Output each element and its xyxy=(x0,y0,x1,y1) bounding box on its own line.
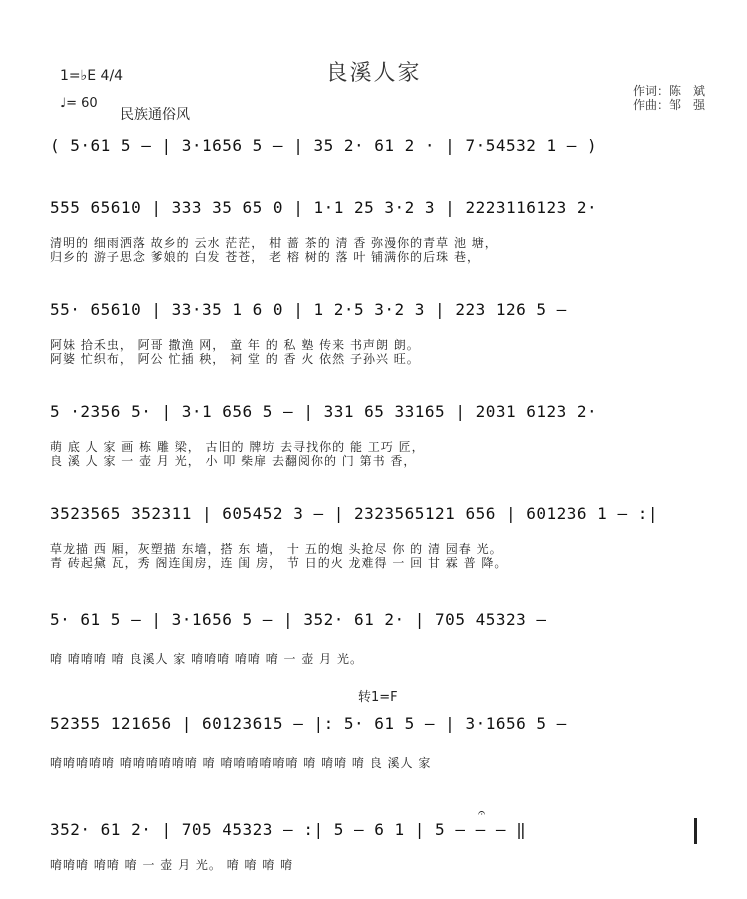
song-title: 良溪人家 xyxy=(325,61,422,86)
notation-line: 5· 61 5 – | 3·1656 5 – | 352· 61 2· | 705 45323 – xyxy=(50,610,547,629)
lyric-line-2: 青 砖起黛 瓦，秀 阁连闺房，连 闺 房， 节 日的火 龙难得 一 回 甘 霖 普 降。 xyxy=(50,556,508,570)
lyric-line-2: 良 溪 人 家 一 壶 月 光， 小 叩 柴扉 去翻阅你的 门 第书 香， xyxy=(50,454,417,468)
lyric-line-1: 唷唷唷 唷唷 唷 一 壶 月 光。 唷 唷 唷 唷 xyxy=(50,858,294,872)
notation-line: 3523565 352311 | 605452 3 – | 2323565121 656 | 601236 1 – :| xyxy=(50,504,658,523)
lyric-line-1: 阿妹 拾禾虫， 阿哥 撒渔 网， 童 年 的 私 塾 传来 书声朗 朗。 xyxy=(50,338,420,352)
lyric-line-1: 清明的 细雨洒落 故乡的 云水 茫茫， 柑 蔷 茶的 清 香 弥漫你的青草 池 塘， xyxy=(50,236,498,250)
lyric-line-1: 萌 底 人 家 画 栋 雕 梁， 古旧的 牌坊 去寻找你的 能 工巧 匠， xyxy=(50,440,425,454)
lyric-line-1: 唷唷唷唷唷 唷唷唷唷唷唷 唷 唷唷唷唷唷唷 唷 唷唷 唷 良 溪人 家 xyxy=(50,756,432,770)
notation-line: 352· 61 2· | 705 45323 – :| 5 – 6 1 | 5 – – – ‖ xyxy=(50,820,527,839)
lyricist-credit: 作词：陈 斌 xyxy=(632,84,705,98)
fermata-icon: 𝄐 xyxy=(478,806,486,821)
notation-line: 5 ·2356 5· | 3·1 656 5 – | 331 65 33165 | 2031 6123 2· xyxy=(50,402,598,421)
lyric-line-1: 唷 唷唷唷 唷 良溪人 家 唷唷唷 唷唷 唷 一 壶 月 光。 xyxy=(50,652,363,666)
lyric-line-2: 阿婆 忙织布， 阿公 忙插 秧， 祠 堂 的 香 火 依然 子孙兴 旺。 xyxy=(50,352,420,366)
lyric-line-1: 草龙描 西 厢，灰塑描 东墙，搭 东 墙， 十 五的炮 头抢尽 你 的 清 园春 光。 xyxy=(50,542,503,556)
modulation-mark: 转1=F xyxy=(358,690,398,705)
lyric-line-2: 归乡的 游子思念 爹娘的 白发 苍苍， 老 榕 树的 落 叶 铺满你的后珠 巷， xyxy=(50,250,480,264)
notation-line: 555 65610 | 333 35 65 0 | 1·1 25 3·2 3 | 2223116123 2· xyxy=(50,198,598,217)
notation-line: ( 5·61 5 – | 3·1656 5 – | 35 2· 61 2 · | 7·54532 1 – ) xyxy=(50,136,598,155)
notation-line: 55· 65610 | 33·35 1 6 0 | 1 2·5 3·2 3 | 223 126 5 – xyxy=(50,300,567,319)
key-signature: 1=♭E 4/4 xyxy=(60,68,124,84)
tempo-mark: ♩= 60 xyxy=(60,96,98,111)
final-barline xyxy=(694,818,697,844)
style-marking: 民族通俗风 xyxy=(120,107,190,123)
notation-line: 52355 121656 | 60123615 – |: 5· 61 5 – | 3·1656 5 – xyxy=(50,714,567,733)
composer-credit: 作曲：邹 强 xyxy=(632,98,705,112)
